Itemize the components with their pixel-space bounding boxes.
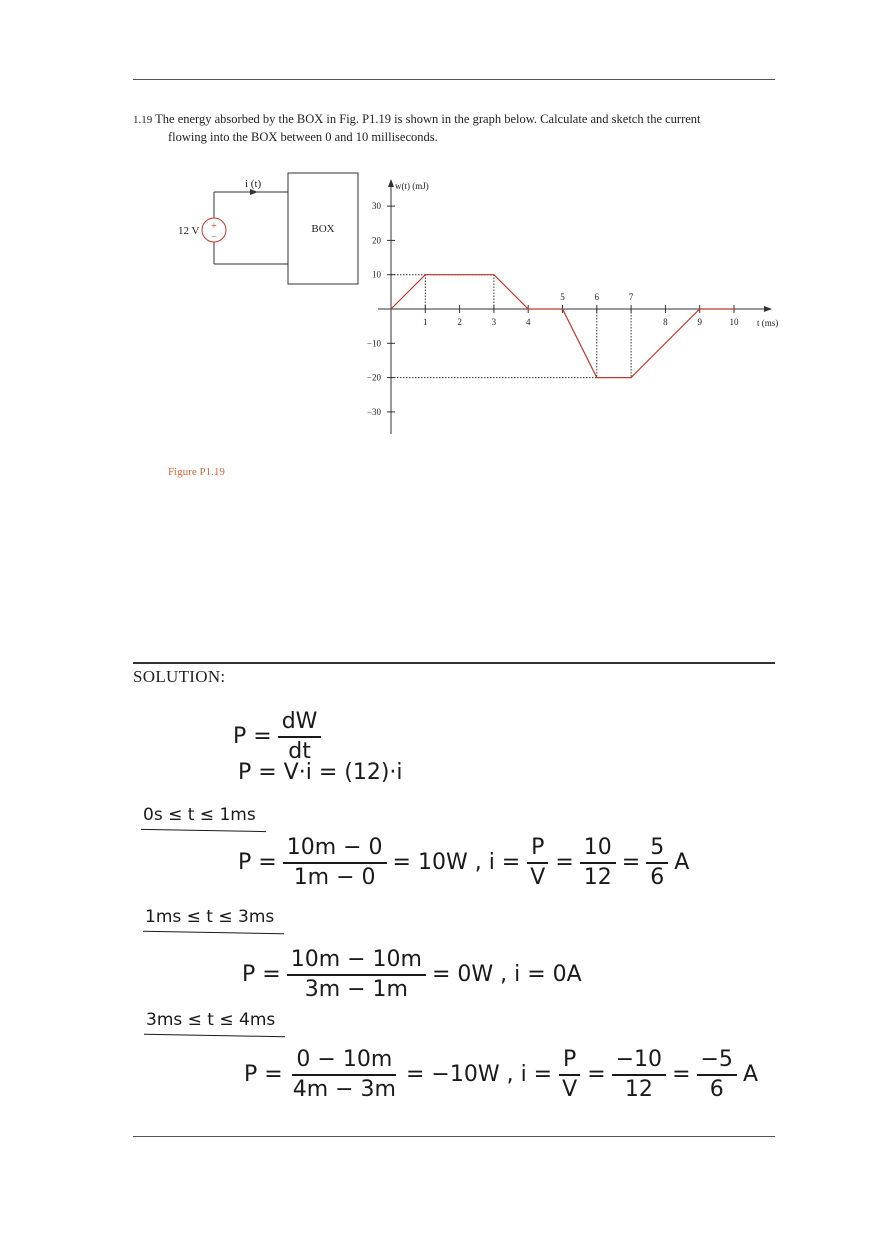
y-axis-arrow-icon xyxy=(388,179,394,187)
figure-caption: Figure P1.19 xyxy=(168,466,225,478)
y-tick-label--10: −10 xyxy=(366,338,381,349)
x-tick-label-2: 2 xyxy=(457,317,462,327)
eq-case1: P = $\frac{10m - 0}{1m - 0}$ = 10W , i = $\frac{P}{V}$ = $\frac{10}{12}$ = $\frac{5}{6}$ A xyxy=(238,835,690,891)
eq-case2: P = $\frac{10m - 10m}{3m - 1m}$ = 0W , i = 0A xyxy=(242,947,582,1003)
y-tick-label-10: 10 xyxy=(372,269,381,280)
energy-graph xyxy=(367,179,778,434)
eq-power-vi: P = V·i = (12)·i xyxy=(238,760,403,785)
condition-1-to-3ms: 1ms ≤ t ≤ 3ms xyxy=(145,907,274,927)
energy-series-line xyxy=(391,275,734,378)
x-tick-label-9: 9 xyxy=(697,317,702,327)
eq-case3: P = $\frac{0 - 10m}{4m - 3m}$ = −10W , i = $\frac{P}{V}$ = $\frac{-10}{12}$ = $\frac{-5}{6}$ A xyxy=(244,1047,758,1103)
x-tick-label-1: 1 xyxy=(423,317,428,327)
y-tick-label-20: 20 xyxy=(372,235,381,246)
x-tick-label-5: 5 xyxy=(560,292,565,302)
problem-text-line2: flowing into the BOX between 0 and 10 milliseconds. xyxy=(168,130,438,144)
y-tick-label--30: −30 xyxy=(366,406,381,417)
condition-3-to-4ms: 3ms ≤ t ≤ 4ms xyxy=(146,1010,275,1030)
x-tick-label-7: 7 xyxy=(628,292,634,302)
box-label: BOX xyxy=(311,223,335,235)
y-tick-label-30: 30 xyxy=(372,201,381,212)
x-tick-label-10: 10 xyxy=(729,317,739,327)
circuit-diagram xyxy=(214,173,358,284)
x-axis-arrow-icon xyxy=(764,306,772,312)
solution-rule xyxy=(133,662,775,664)
x-tick-label-4: 4 xyxy=(525,317,531,327)
source-voltage-label: 12 V xyxy=(178,225,200,237)
x-axis-label: t (ms) xyxy=(757,318,779,328)
condition-0-to-1ms: 0s ≤ t ≤ 1ms xyxy=(143,805,256,825)
problem-text-line1: The energy absorbed by the BOX in Fig. P1.19 is shown in the graph below. Calculate and sketch the current xyxy=(155,112,701,126)
frac-dw-dt: $\frac{dW}{dt}$ xyxy=(278,710,322,764)
solution-heading: SOLUTION: xyxy=(133,667,226,686)
problem-number: 1.19 xyxy=(133,114,153,126)
source-plus: + xyxy=(211,221,217,232)
bottom-rule xyxy=(133,1136,775,1137)
x-tick-label-8: 8 xyxy=(663,317,668,327)
y-axis-label: w(t) (mJ) xyxy=(395,181,429,191)
source-minus: − xyxy=(211,232,217,243)
y-tick-label--20: −20 xyxy=(366,372,381,383)
current-label: i (t) xyxy=(245,178,262,190)
eq-power-derivative: P = $\frac{dW}{dt}$ xyxy=(233,710,327,764)
x-tick-label-6: 6 xyxy=(594,292,600,302)
x-tick-label-3: 3 xyxy=(491,317,497,327)
figure-p1-19 xyxy=(0,0,880,470)
